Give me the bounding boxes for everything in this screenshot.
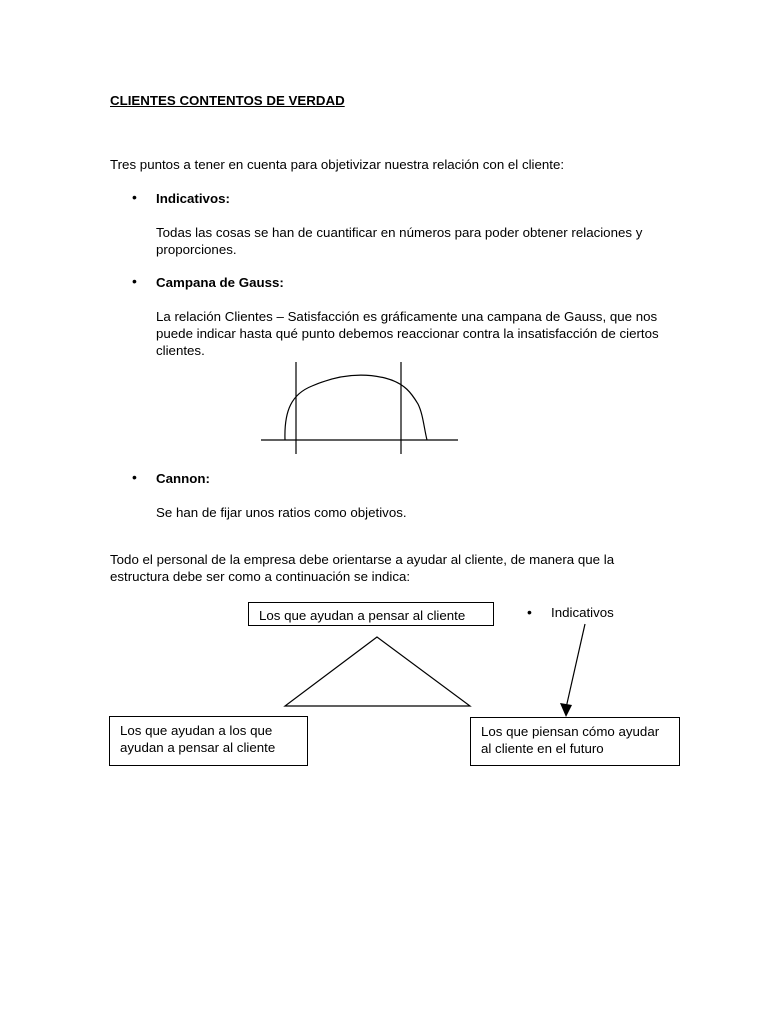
heading-indicativos: Indicativos: [156,191,230,206]
left-role-box: Los que ayudan a los que ayudan a pensar al cliente [109,716,308,766]
bullet-indicativos: • [132,189,137,205]
bullet-cannon: • [132,469,137,485]
annotation-arrow-line [566,624,585,708]
heading-campana: Campana de Gauss: [156,275,284,290]
text-campana: La relación Clientes – Satisfacción es gráficamente una campana de Gauss, que nos puede indicar hasta qué punto debemos reaccionar contra la insatisfacción de ciertos clientes. [156,309,659,358]
heading-cannon: Cannon: [156,471,210,486]
structure-paragraph: Todo el personal de la empresa debe orientarse a ayudar al cliente, de manera que la estructura debe ser como a continuación se indica: [110,552,615,584]
text-indicativos: Todas las cosas se han de cuantificar en números para poder obtener relaciones y proporciones. [156,225,643,257]
hierarchy-triangle [285,637,470,706]
bullet-campana: • [132,273,137,289]
text-cannon: Se han de fijar unos ratios como objetivos. [156,505,407,520]
intro-paragraph: Tres puntos a tener en cuenta para objetivizar nuestra relación con el cliente: [110,157,565,172]
annotation-indicativos: Indicativos [551,605,614,620]
arrow-head-icon [560,703,572,717]
document-title: CLIENTES CONTENTOS DE VERDAD [110,93,345,108]
annotation-bullet: • [527,604,532,620]
top-role-box: Los que ayudan a pensar al cliente [248,602,494,626]
right-role-box: Los que piensan cómo ayudar al cliente en el futuro [470,717,680,766]
